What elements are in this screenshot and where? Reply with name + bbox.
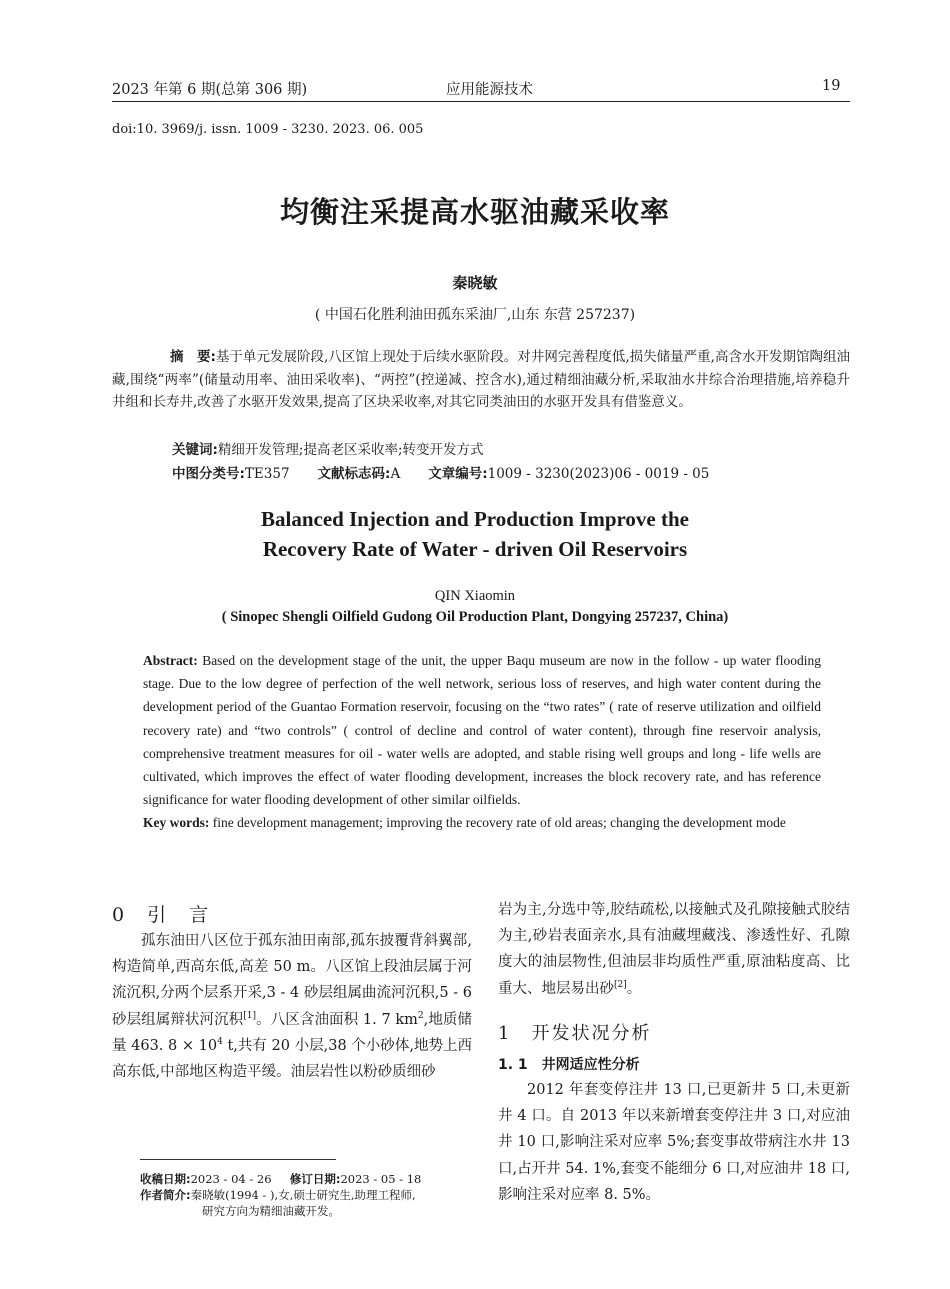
running-header-issue: 2023 年第 6 期(总第 306 期) [112,82,308,98]
superscript-2: 2 [417,1010,424,1021]
classification-line [172,462,709,482]
clc-value: TE357 [244,466,290,482]
abstract-en-label: Abstract: [143,653,198,668]
citation-2: [2] [614,979,627,990]
bio-label: 作者简介: [140,1188,191,1202]
author-en: QIN Xiaomin [434,588,516,604]
intro-text-a: 孤东油田八区位于孤东油田南部,孤东披覆背斜翼部,构造简单,西高东低,高差 50 m。八区馆上段油层属于河流沉积,分两个层系开采,3 - 4 砂层组属曲流河沉积,5 - 6 砂层组属辩状河沉积 [112,933,472,1028]
title-en-line2: Recovery Rate of Water - driven Oil Reservoirs [262,537,688,561]
received-label: 收稿日期: [140,1172,191,1186]
keywords-en-label: Key words: [143,815,210,831]
intro-text-c: ,地质储量 463. 8 × 10 [112,1011,473,1054]
article-number-value: 1009 - 3230(2023)06 - 0019 - 05 [487,466,710,482]
citation-1: [1] [243,1010,257,1021]
article-number-label: 文章编号: [428,466,488,482]
doi: doi:10. 3969/j. issn. 1009 - 3230. 2023. 06. 005 [112,122,424,137]
intro-text-d: t,共有 20 小层,38 个小砂体,地势上西高东低,中部地区构造平缓。油层岩性以粉砂质细砂 [112,1037,472,1081]
section-heading-development: 1 开发状况分析 [498,1023,652,1044]
title-en-line1: Balanced Injection and Production Improve the [261,507,689,531]
title-cn: 均衡注采提高水驱油藏采收率 [279,195,670,229]
subsection-heading-well-pattern: 1. 1 井网适应性分析 [498,1057,640,1073]
doc-code-value: A [390,466,401,482]
abstract-en-text: Based on the development stage of the unit, the upper Baqu museum are now in the follow - up water flooding stage. Due to the low degree of perfection of the well network, serious loss of reserves, and high water content during the development period of the Guantao Formation reservoir, focusing on the “two rates” ( rate of reserve utilization and oilfield recovery rate) and “two controls” ( control of decline and control of water content), through fine reservoir analysis, comprehensive treatment measures for oil - water wells are adopted, and stable rising well groups and long - life wells are cultivated, which improves the effect of water flooding development, increases the block recovery rate, and has reference significance for water flooding development of other similar oilfields. [143,653,821,808]
author-cn: 秦晓敏 [452,274,498,292]
revised-label: 修订日期: [289,1172,341,1186]
intro-paragraph-right [498,897,850,1002]
doc-code-label: 文献标志码: [317,466,391,482]
intro-text-b: 。八区含油面积 1. 7 km [256,1011,418,1028]
section-heading-introduction: 0 引 言 [112,904,211,926]
bio-line2: 研究方向为精细油藏开发。 [202,1204,340,1218]
bio-line1: 秦晓敏(1994 - ),女,硕士研究生,助理工程师, [190,1188,416,1202]
abstract-cn [112,346,850,414]
keywords-cn-label: 关键词: [172,442,218,458]
keywords-cn-text: 精细开发管理;提高老区采收率;转变开发方式 [217,442,484,458]
running-header-journal: 应用能源技术 [446,82,533,98]
keywords-cn [172,438,484,458]
revised-date: 2023 - 05 - 18 [340,1172,422,1186]
footnote-rule [140,1159,336,1160]
affiliation-en: ( Sinopec Shengli Oilfield Gudong Oil Production Plant, Dongying 257237, China) [221,609,729,625]
intro-cont-text: 岩为主,分选中等,胶结疏松,以接触式及孔隙接触式胶结为主,砂岩表面亲水,具有油藏埋藏浅、渗透性好、孔隙度大的油层物性,但油层非均质性严重,原油粘度高、比重大、地层易出砂 [498,902,850,997]
abstract-cn-label: 摘 要: [170,349,216,365]
abstract-en [143,649,821,835]
footnote [140,1171,480,1219]
received-date: 2023 - 04 - 26 [190,1172,272,1186]
clc-label: 中图分类号: [172,466,245,482]
well-pattern-text: 2012 年套变停注井 13 口,已更新井 5 口,未更新井 4 口。自 2013 年以来新增套变停注井 3 口,对应油井 10 口,影响注采对应率 5%;套变事故带病注水井 13 口,占开井 54. 1%,套变不能细分 6 口,对应油井 18 口,影响注采对应率 8. 5%。 [498,1082,850,1203]
well-pattern-paragraph [498,1077,850,1208]
keywords-en-text: fine development management; improving the recovery rate of old areas; changing the development mode [209,815,786,831]
page-number: 19 [822,78,841,94]
intro-paragraph-left [112,928,472,1085]
abstract-cn-text: 基于单元发展阶段,八区馆上现处于后续水驱阶段。对井网完善程度低,损失储量严重,高含水开发期馆陶组油藏,围绕“两率”(储量动用率、油田采收率)、“两控”(控递减、控含水),通过精细油藏分析,采取油水井综合治理措施,培养稳升井组和长寿井,改善了水驱开发效果,提高了区块采收率,对其它同类油田的水驱开发具有借鉴意义。 [112,349,850,410]
affiliation-cn: ( 中国石化胜利油田孤东采油厂,山东 东营 257237) [314,307,636,323]
intro-cont-end: 。 [626,980,642,997]
superscript-4: 4 [217,1036,223,1047]
header-rule [112,101,850,102]
title-en [0,504,950,564]
